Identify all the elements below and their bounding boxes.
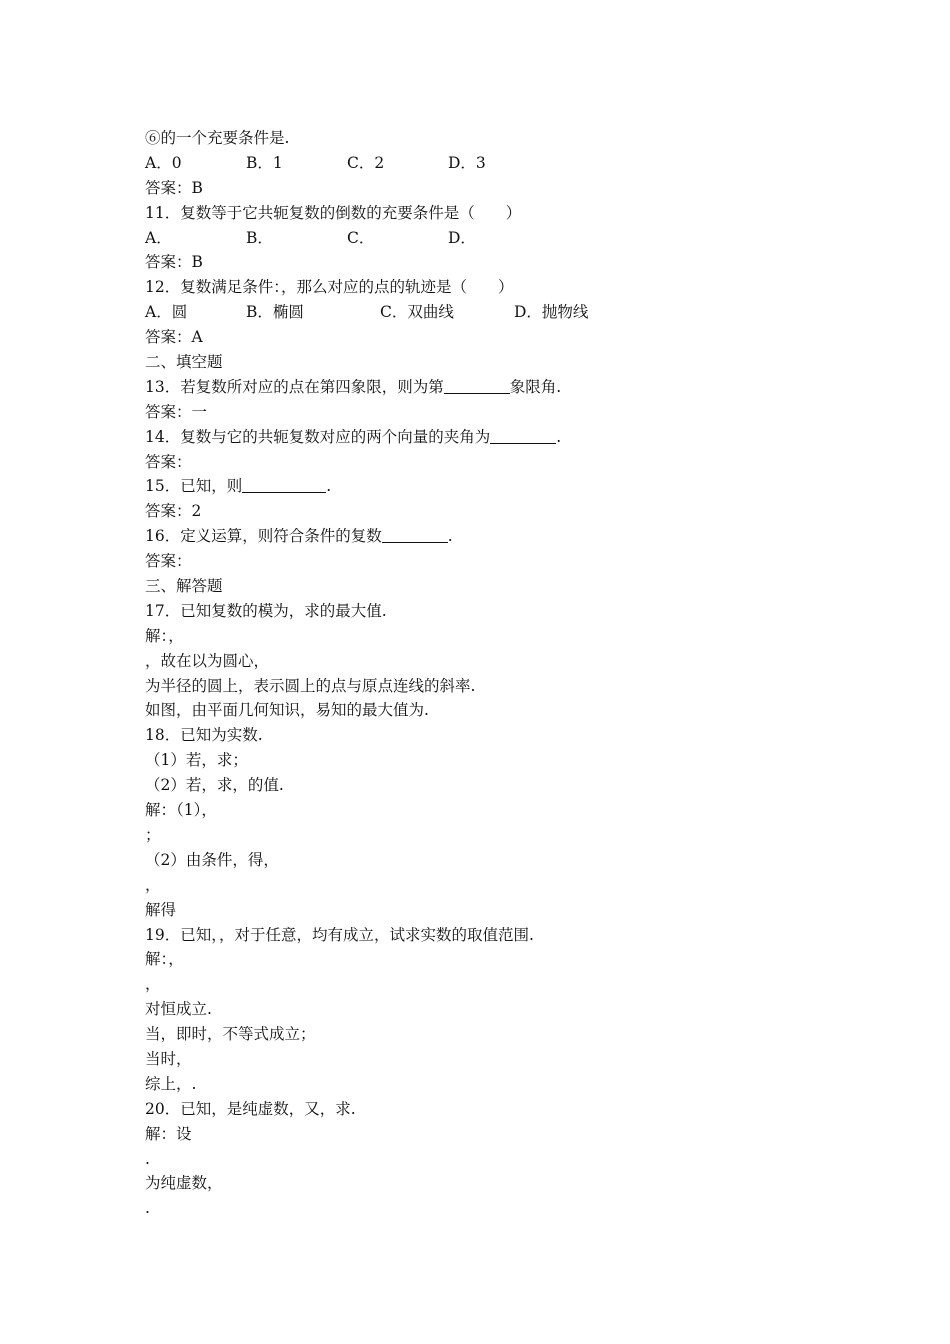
option-a: A．圆: [145, 303, 188, 322]
solution-line: 解：，: [145, 626, 184, 645]
question-text-end: .: [556, 427, 562, 446]
option-a: A．0: [145, 153, 182, 172]
question-16: [145, 524, 845, 549]
options-line: [145, 300, 845, 325]
answer-line: 答案：: [145, 452, 192, 471]
option-c: C．: [347, 228, 375, 247]
option-d: D．: [448, 228, 476, 247]
option-b: B．1: [246, 153, 283, 172]
solution-line: （2）由条件，得，: [145, 850, 279, 869]
question-text-end: .: [326, 477, 332, 496]
solution-line: 为纯虚数，: [145, 1174, 223, 1193]
question-20: 20．已知，是纯虚数，又，求.: [145, 1099, 356, 1118]
solution-line: 当，即时，不等式成立；: [145, 1025, 316, 1044]
sub-question: （1）若，求；: [145, 751, 248, 770]
solution-line: ，: [145, 875, 161, 894]
fill-blank: [242, 476, 326, 493]
solution-line: 解：，: [145, 950, 184, 969]
question-15: [145, 474, 845, 499]
options-line: [145, 151, 845, 176]
section-heading: 三、解答题: [145, 577, 223, 596]
answer-line: 答案：B: [145, 178, 203, 197]
solution-line: 为半径的圆上，表示圆上的点与原点连线的斜率.: [145, 676, 476, 695]
options-line: [145, 226, 845, 251]
section-heading: 二、填空题: [145, 353, 223, 372]
solution-line: ；: [145, 825, 161, 844]
solution-line: 综上，.: [145, 1074, 197, 1093]
sub-question: （2）若，求，的值.: [145, 776, 284, 795]
question-text: 15．已知，则: [145, 477, 243, 496]
option-c: C．双曲线: [380, 303, 454, 322]
question-text: 13．若复数所对应的点在第四象限，则为第: [145, 377, 444, 396]
option-d: D．3: [448, 153, 486, 172]
answer-line: 答案：A: [145, 328, 203, 347]
solution-line: .: [145, 1149, 150, 1168]
question-11: 11．复数等于它共轭复数的倒数的充要条件是（ ）: [145, 203, 522, 222]
fill-blank: [444, 377, 510, 394]
document-page: [145, 126, 845, 1221]
solution-line: 当时，: [145, 1049, 192, 1068]
answer-line: 答案：B: [145, 253, 203, 272]
solution-line: 解得: [145, 900, 177, 919]
question-text-end: 象限角.: [509, 377, 562, 396]
question-13: [145, 375, 845, 400]
option-b: B．椭圆: [246, 303, 304, 322]
solution-line: .: [145, 1199, 150, 1218]
option-b: B．: [246, 228, 273, 247]
fill-blank: [382, 526, 448, 543]
option-c: C．2: [347, 153, 385, 172]
question-14: [145, 425, 845, 450]
solution-line: 解：（1），: [145, 801, 217, 820]
question-19: 19．已知，，对于任意，均有成立，试求实数的取值范围.: [145, 925, 534, 944]
answer-line: 答案：一: [145, 402, 208, 421]
solution-line: ，: [145, 975, 161, 994]
option-a: A．: [145, 228, 172, 247]
solution-line: 解：设: [145, 1124, 192, 1143]
answer-line: 答案：: [145, 552, 192, 571]
text-line: ⑥的一个充要条件是.: [145, 129, 290, 147]
question-18: 18．已知为实数.: [145, 726, 263, 745]
option-d: D．抛物线: [514, 303, 589, 322]
answer-line: 答案：2: [145, 502, 202, 521]
question-text: 16．定义运算，则符合条件的复数: [145, 527, 382, 546]
question-17: 17．已知复数的模为，求的最大值.: [145, 601, 387, 620]
question-12: 12．复数满足条件：，那么对应的点的轨迹是（ ）: [145, 278, 514, 297]
solution-line: 对恒成立.: [145, 1000, 212, 1019]
solution-line: 如图，由平面几何知识，易知的最大值为.: [145, 701, 429, 720]
solution-line: ，故在以为圆心，: [145, 651, 270, 670]
question-text-end: .: [447, 527, 453, 546]
question-text: 14．复数与它的共轭复数对应的两个向量的夹角为: [145, 427, 491, 446]
fill-blank: [490, 427, 556, 444]
